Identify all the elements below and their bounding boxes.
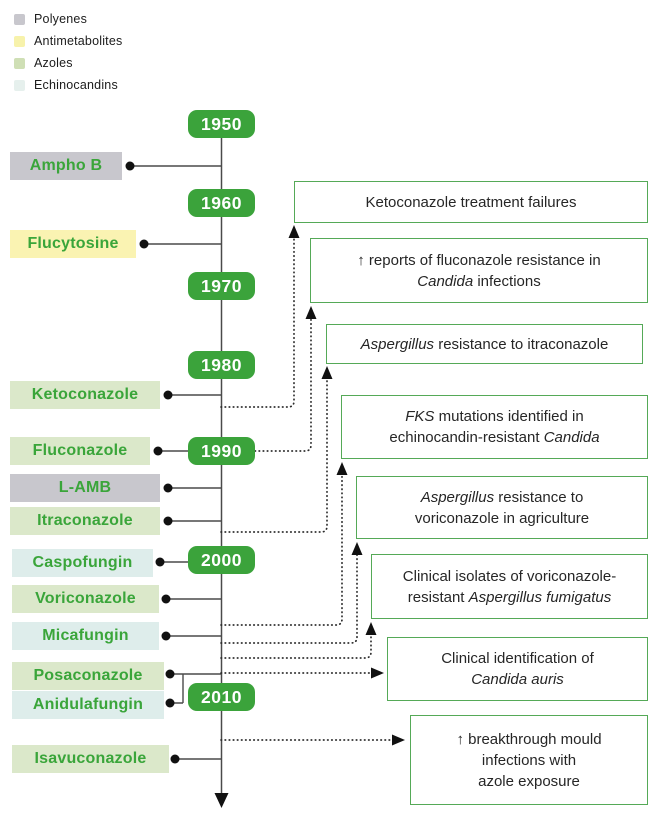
drug-label-voriconazole: Voriconazole [12,585,159,613]
legend-label: Echinocandins [34,78,118,92]
arrowhead-right-icon [371,668,384,679]
arrowhead-right-icon [392,735,405,746]
drug-label-anidulafungin: Anidulafungin [12,691,164,719]
arrowhead-up-icon [306,306,317,319]
decade-badge-1980: 1980 [188,351,255,379]
event-box-candida-auris: Clinical identification of Candida auris [387,637,648,701]
dot-posaconazole [166,670,175,679]
decade-badge-1960: 1960 [188,189,255,217]
legend-label: Azoles [34,56,73,70]
arrowhead-up-icon [352,542,363,555]
legend-item-azoles [14,52,122,74]
drug-label-posaconazole: Posaconazole [12,662,164,690]
dot-ampho-b [126,162,135,171]
event-box-voriconazole-isolates: Clinical isolates of voriconazole- resistant Aspergillus fumigatus [371,554,648,619]
legend-label: Antimetabolites [34,34,123,48]
drug-label-itraconazole: Itraconazole [10,507,160,535]
legend-item-polyenes [14,8,122,30]
polyenes-swatch-icon [14,14,25,25]
dot-fluconazole [154,447,163,456]
dot-micafungin [162,632,171,641]
dot-voriconazole [162,595,171,604]
decade-badge-1970: 1970 [188,272,255,300]
echinocandins-swatch-icon [14,80,25,91]
legend [14,8,122,96]
arrowhead-up-icon [337,462,348,475]
decade-badge-2010: 2010 [188,683,255,711]
drug-label-micafungin: Micafungin [12,622,159,650]
drug-label-isavuconazole: Isavuconazole [12,745,169,773]
event-box-voriconazole-agriculture: Aspergillus resistance to voriconazole in agriculture [356,476,648,539]
dot-isavuconazole [171,755,180,764]
event-box-itraconazole-resistance: Aspergillus resistance to itraconazole [326,324,643,364]
dot-ketoconazole [164,391,173,400]
legend-item-echinocandins [14,74,122,96]
arrowhead-up-icon [322,366,333,379]
arrowhead-up-icon [289,225,300,238]
arrowhead-up-icon [366,622,377,635]
decade-badge-2000: 2000 [188,546,255,574]
dot-anidulafungin [166,699,175,708]
azoles-swatch-icon [14,58,25,69]
arrow-line-fluconazole-resistance [255,319,311,451]
legend-label: Polyenes [34,12,88,26]
decade-badge-1950: 1950 [188,110,255,138]
legend-item-antimetabolites [14,30,122,52]
drug-label-fluconazole: Fluconazole [10,437,150,465]
arrow-line-ketoconazole-failures [221,238,294,407]
dot-flucytosine [140,240,149,249]
drug-label-caspofungin: Caspofungin [12,549,153,577]
event-box-fks-mutations: FKS mutations identified in echinocandin-resistant Candida [341,395,648,459]
event-box-ketoconazole-failures: Ketoconazole treatment failures [294,181,648,223]
drug-label-ampho-b: Ampho B [10,152,122,180]
dot-l-amb [164,484,173,493]
event-box-breakthrough-mould: ↑ breakthrough mould infections with azole exposure [410,715,648,805]
drug-label-l-amb: L-AMB [10,474,160,502]
dot-itraconazole [164,517,173,526]
drug-label-flucytosine: Flucytosine [10,230,136,258]
decade-badge-1990: 1990 [188,437,255,465]
dot-caspofungin [156,558,165,567]
drug-label-ketoconazole: Ketoconazole [10,381,160,409]
event-box-fluconazole-resistance: ↑ reports of fluconazole resistance in Candida infections [310,238,648,303]
arrow-line-voriconazole-isolates [221,635,371,658]
timeline-arrow-down-icon [215,793,229,808]
antimetabolites-swatch-icon [14,36,25,47]
